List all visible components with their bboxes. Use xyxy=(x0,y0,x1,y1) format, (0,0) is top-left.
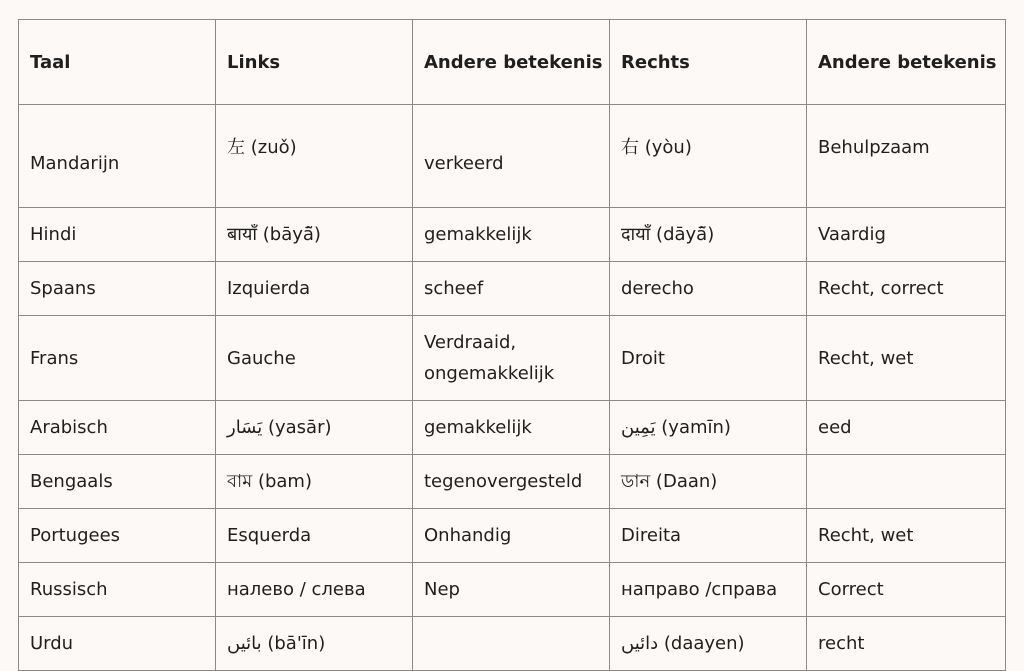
cell-left-meaning: scheef xyxy=(413,262,610,316)
cell-left: Gauche xyxy=(216,316,413,401)
cell-right-meaning: Recht, wet xyxy=(807,509,1006,563)
cell-language: Urdu xyxy=(19,617,216,671)
table-row xyxy=(19,208,1006,262)
cell-left-meaning: Verdraaid, ongemakkelijk xyxy=(413,316,610,401)
cell-language: Spaans xyxy=(19,262,216,316)
cell-right-meaning: Correct xyxy=(807,563,1006,617)
cell-left: বাম (bam) xyxy=(216,455,413,509)
cell-left: налево / слева xyxy=(216,563,413,617)
table-row xyxy=(19,105,1006,208)
cell-right: derecho xyxy=(610,262,807,316)
table-row xyxy=(19,401,1006,455)
cell-right-meaning xyxy=(807,455,1006,509)
cell-left: बायाँ (bāyā̃) xyxy=(216,208,413,262)
table-row xyxy=(19,563,1006,617)
table-row xyxy=(19,617,1006,671)
cell-left: Esquerda xyxy=(216,509,413,563)
header-right: Rechts xyxy=(610,20,807,105)
cell-left: Izquierda xyxy=(216,262,413,316)
cell-right: दायाँ (dāyā̃) xyxy=(610,208,807,262)
cell-right: Droit xyxy=(610,316,807,401)
header-row xyxy=(19,20,1006,105)
cell-right-meaning: eed xyxy=(807,401,1006,455)
cell-left-meaning: gemakkelijk xyxy=(413,208,610,262)
table-row xyxy=(19,455,1006,509)
cell-right-meaning: Vaardig xyxy=(807,208,1006,262)
cell-language: Russisch xyxy=(19,563,216,617)
table-row xyxy=(19,262,1006,316)
cell-right: دائیں (daayen) xyxy=(610,617,807,671)
cell-left: بائیں (bā'īn) xyxy=(216,617,413,671)
table-row xyxy=(19,509,1006,563)
cell-left-meaning: verkeerd xyxy=(413,105,610,208)
header-left-other-meaning: Andere betekenis xyxy=(413,20,610,105)
cell-language: Portugees xyxy=(19,509,216,563)
cell-right-meaning: Behulpzaam xyxy=(807,105,1006,208)
cell-left-meaning: Onhandig xyxy=(413,509,610,563)
cell-language: Hindi xyxy=(19,208,216,262)
cell-right: направо /справа xyxy=(610,563,807,617)
cell-language: Arabisch xyxy=(19,401,216,455)
cell-language: Frans xyxy=(19,316,216,401)
cell-left-meaning: gemakkelijk xyxy=(413,401,610,455)
cell-left-meaning xyxy=(413,617,610,671)
cell-right: Direita xyxy=(610,509,807,563)
cell-right-meaning: recht xyxy=(807,617,1006,671)
cell-left-meaning: Nep xyxy=(413,563,610,617)
header-right-other-meaning: Andere betekenis xyxy=(807,20,1006,105)
header-language: Taal xyxy=(19,20,216,105)
cell-left: 左 (zuǒ) xyxy=(216,105,413,208)
language-comparison-table xyxy=(18,19,1006,671)
cell-right-meaning: Recht, wet xyxy=(807,316,1006,401)
cell-language: Mandarijn xyxy=(19,105,216,208)
cell-right-meaning: Recht, correct xyxy=(807,262,1006,316)
table-row xyxy=(19,316,1006,401)
cell-right: ডান (Daan) xyxy=(610,455,807,509)
cell-left-meaning: tegenovergesteld xyxy=(413,455,610,509)
cell-right: 右 (yòu) xyxy=(610,105,807,208)
header-left: Links xyxy=(216,20,413,105)
cell-right: يَمِين (yamīn) xyxy=(610,401,807,455)
cell-left: يَسَار (yasār) xyxy=(216,401,413,455)
cell-language: Bengaals xyxy=(19,455,216,509)
